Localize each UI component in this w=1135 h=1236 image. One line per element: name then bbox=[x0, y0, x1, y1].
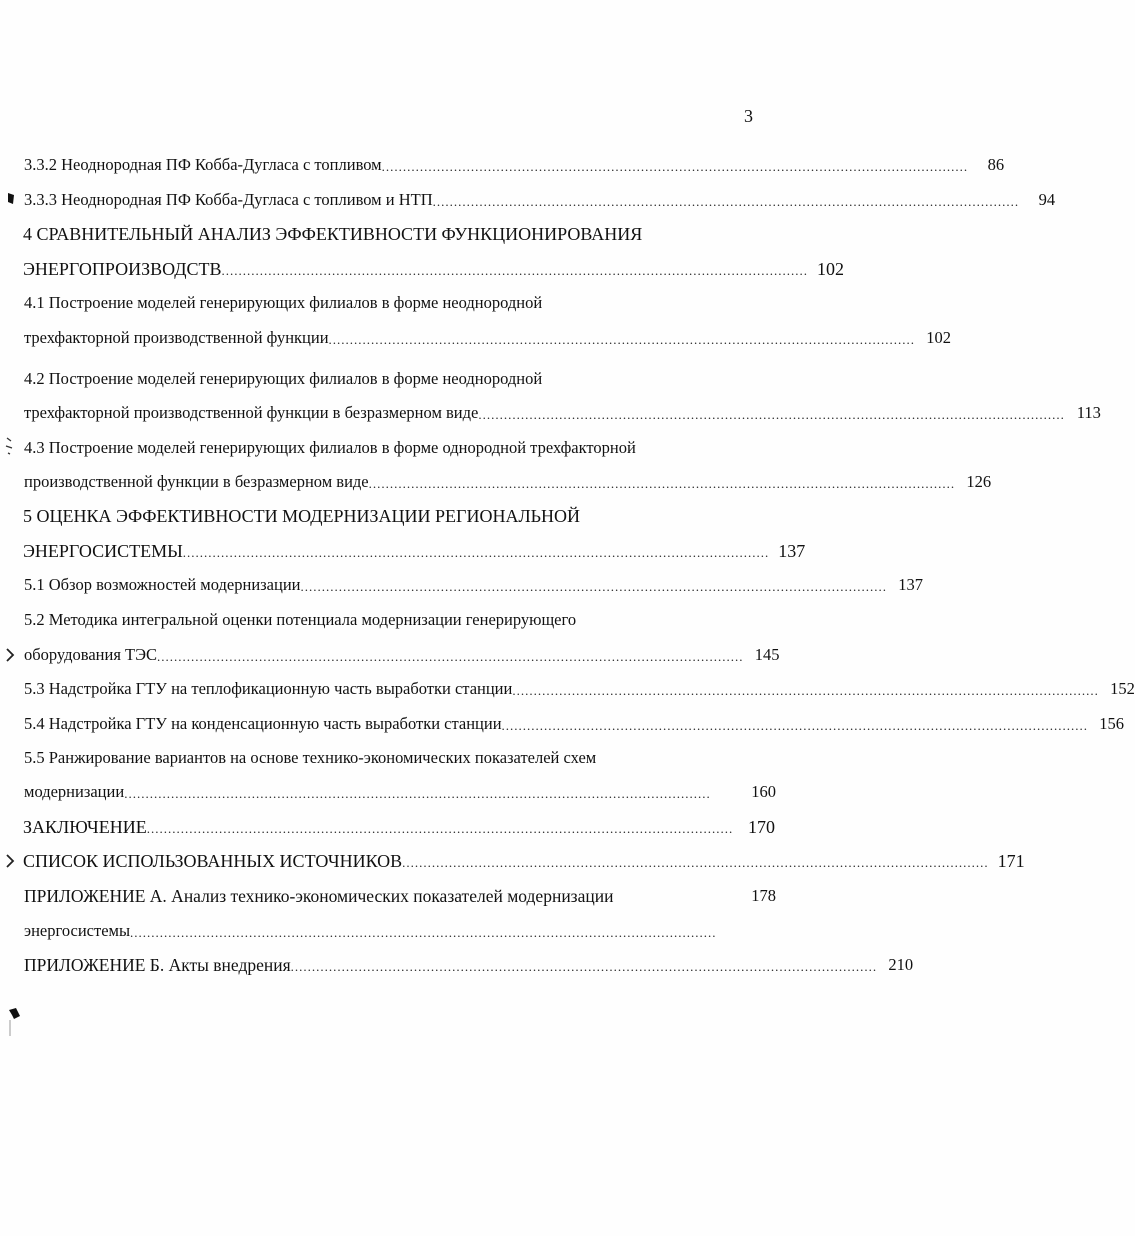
toc-entry-4-1-line-1 bbox=[24, 290, 776, 314]
toc-entry-5-3 bbox=[24, 676, 1135, 700]
toc-entry-page: 160 bbox=[751, 782, 776, 801]
toc-entry-text: 5.3 Надстройка ГТУ на теплофикационную часть выработки станции bbox=[24, 679, 513, 698]
toc-entry-page: 113 bbox=[1076, 403, 1101, 422]
toc-entry-page: 145 bbox=[754, 645, 780, 664]
toc-entry-text: ЭНЕРГОПРОИЗВОДСТВ bbox=[23, 259, 222, 279]
toc-entry-text: 4 СРАВНИТЕЛЬНЫЙ АНАЛИЗ ЭФФЕКТИВНОСТИ ФУНКЦИОНИРОВАНИЯ bbox=[23, 224, 643, 244]
dot-leader: .......................................................................................................................................... bbox=[368, 476, 956, 491]
dot-leader: .......................................................................................................................................... bbox=[146, 821, 734, 836]
dot-leader: .......................................................................................................................................... bbox=[432, 194, 1020, 209]
toc-entry-chapter-5-line-1 bbox=[23, 503, 775, 527]
toc-entry-chapter-4-line-1 bbox=[23, 221, 775, 245]
scan-speck-mark bbox=[5, 646, 15, 664]
dot-leader: .......................................................................................................................................... bbox=[290, 959, 878, 974]
toc-entry-3-3-3 bbox=[24, 187, 1056, 211]
dot-leader: .......................................................................................................................................... bbox=[182, 545, 770, 560]
toc-entry-text: 4.2 Построение моделей генерирующих филиалов в форме неоднородной bbox=[24, 369, 543, 388]
toc-entry-5-2-line-2 bbox=[24, 642, 780, 666]
dot-leader: .......................................................................................................................................... bbox=[501, 718, 1089, 733]
toc-entry-text: ЭНЕРГОСИСТЕМЫ bbox=[23, 541, 183, 561]
toc-entry-text: ПРИЛОЖЕНИЕ Б. Акты внедрения bbox=[24, 955, 291, 975]
toc-entry-conclusion bbox=[23, 814, 775, 838]
dot-leader: .......................................................................................................................................... bbox=[478, 407, 1065, 422]
toc-entry-page: 102 bbox=[926, 328, 952, 347]
dot-leader: .......................................................................................................................................... bbox=[402, 855, 989, 870]
scan-speck-mark bbox=[5, 852, 15, 870]
toc-entry-5-5-line-2 bbox=[24, 779, 776, 803]
toc-entry-text: 3.3.2 Неоднородная ПФ Кобба-Дугласа с топливом bbox=[24, 155, 382, 174]
toc-entry-page: 210 bbox=[888, 955, 914, 974]
dot-leader: .......................................................................................................................................... bbox=[381, 159, 969, 174]
toc-entry-text: 5.2 Методика интегральной оценки потенциала модернизации генерирующего bbox=[24, 610, 577, 629]
scan-speck-mark bbox=[4, 1006, 22, 1042]
toc-entry-text: ПРИЛОЖЕНИЕ А. Анализ технико-экономических показателей модернизации bbox=[24, 886, 614, 906]
toc-entry-text: трехфакторной производственной функции в безразмерном виде bbox=[24, 403, 479, 422]
dot-leader: .......................................................................................................................................... bbox=[512, 683, 1099, 698]
toc-entry-text: 5.1 Обзор возможностей модернизации bbox=[24, 575, 301, 594]
toc-entry-text: модернизации bbox=[24, 782, 125, 801]
toc-entry-text: 5.4 Надстройка ГТУ на конденсационную часть выработки станции bbox=[24, 714, 502, 733]
toc-entry-text: СПИСОК ИСПОЛЬЗОВАННЫХ ИСТОЧНИКОВ bbox=[23, 851, 403, 871]
toc-entry-page: 86 bbox=[987, 155, 1005, 174]
toc-entry-4-2-line-1 bbox=[24, 366, 776, 390]
toc-entry-text: трехфакторной производственной функции bbox=[24, 328, 329, 347]
toc-entry-text: оборудования ТЭС bbox=[24, 645, 158, 664]
toc-entry-chapter-5-line-2 bbox=[23, 538, 806, 562]
toc-entry-3-3-2 bbox=[24, 152, 1005, 176]
toc-entry-page: 170 bbox=[748, 817, 775, 837]
dot-leader: .......................................................................................................................................... bbox=[157, 649, 744, 664]
toc-entry-page: 126 bbox=[966, 472, 992, 491]
scan-speck-mark bbox=[6, 192, 16, 206]
dot-leader: .......................................................................................................................................... bbox=[124, 786, 711, 801]
toc-entry-page: 178 bbox=[751, 886, 776, 905]
toc-entry-text: энергосистемы bbox=[24, 921, 131, 940]
toc-entry-text: 4.3 Построение моделей генерирующих филиалов в форме однородной трехфакторной bbox=[24, 438, 636, 457]
dot-leader: .......................................................................................................................................... bbox=[221, 263, 808, 278]
toc-entry-appendix-a-line-1 bbox=[24, 883, 776, 907]
toc-entry-5-4 bbox=[24, 711, 1125, 735]
toc-entry-page: 137 bbox=[778, 541, 806, 561]
toc-entry-text: 5 ОЦЕНКА ЭФФЕКТИВНОСТИ МОДЕРНИЗАЦИИ РЕГИОНАЛЬНОЙ bbox=[23, 506, 580, 526]
toc-entry-page: 171 bbox=[997, 851, 1025, 871]
toc-entry-page: 137 bbox=[898, 575, 923, 594]
toc-entry-page: 156 bbox=[1099, 714, 1125, 733]
toc-entry-4-3-line-1 bbox=[24, 435, 776, 459]
toc-entry-appendix-b bbox=[24, 952, 914, 976]
dot-leader: .......................................................................................................................................... bbox=[130, 925, 717, 940]
scan-speck-mark bbox=[4, 436, 14, 456]
toc-entry-text: 3.3.3 Неоднородная ПФ Кобба-Дугласа с топливом и НТП bbox=[24, 190, 433, 209]
toc-entry-references bbox=[23, 848, 1025, 872]
toc-entry-4-3-line-2 bbox=[24, 469, 992, 493]
toc-entry-4-1-line-2 bbox=[24, 325, 952, 349]
toc-entry-page: 152 bbox=[1110, 679, 1135, 698]
dot-leader: .......................................................................................................................................... bbox=[328, 332, 916, 347]
dot-leader: .......................................................................................................................................... bbox=[300, 579, 887, 594]
toc-entry-text: производственной функции в безразмерном виде bbox=[24, 472, 369, 491]
toc-entry-page: 102 bbox=[816, 259, 844, 279]
toc-entry-5-1 bbox=[24, 572, 923, 596]
toc-entry-chapter-4-line-2 bbox=[23, 256, 844, 280]
toc-entry-4-2-line-2 bbox=[24, 400, 1101, 424]
toc-entry-text: ЗАКЛЮЧЕНИЕ bbox=[23, 817, 147, 837]
page-number: 3 bbox=[744, 106, 753, 126]
toc-entry-page: 94 bbox=[1038, 190, 1056, 209]
toc-entry-appendix-a-line-2 bbox=[24, 918, 776, 942]
toc-entry-text: 5.5 Ранжирование вариантов на основе технико-экономических показателей схем bbox=[24, 748, 597, 767]
toc-entry-5-5-line-1 bbox=[24, 745, 776, 769]
toc-entry-5-2-line-1 bbox=[24, 607, 776, 631]
toc-entry-text: 4.1 Построение моделей генерирующих филиалов в форме неоднородной bbox=[24, 293, 543, 312]
